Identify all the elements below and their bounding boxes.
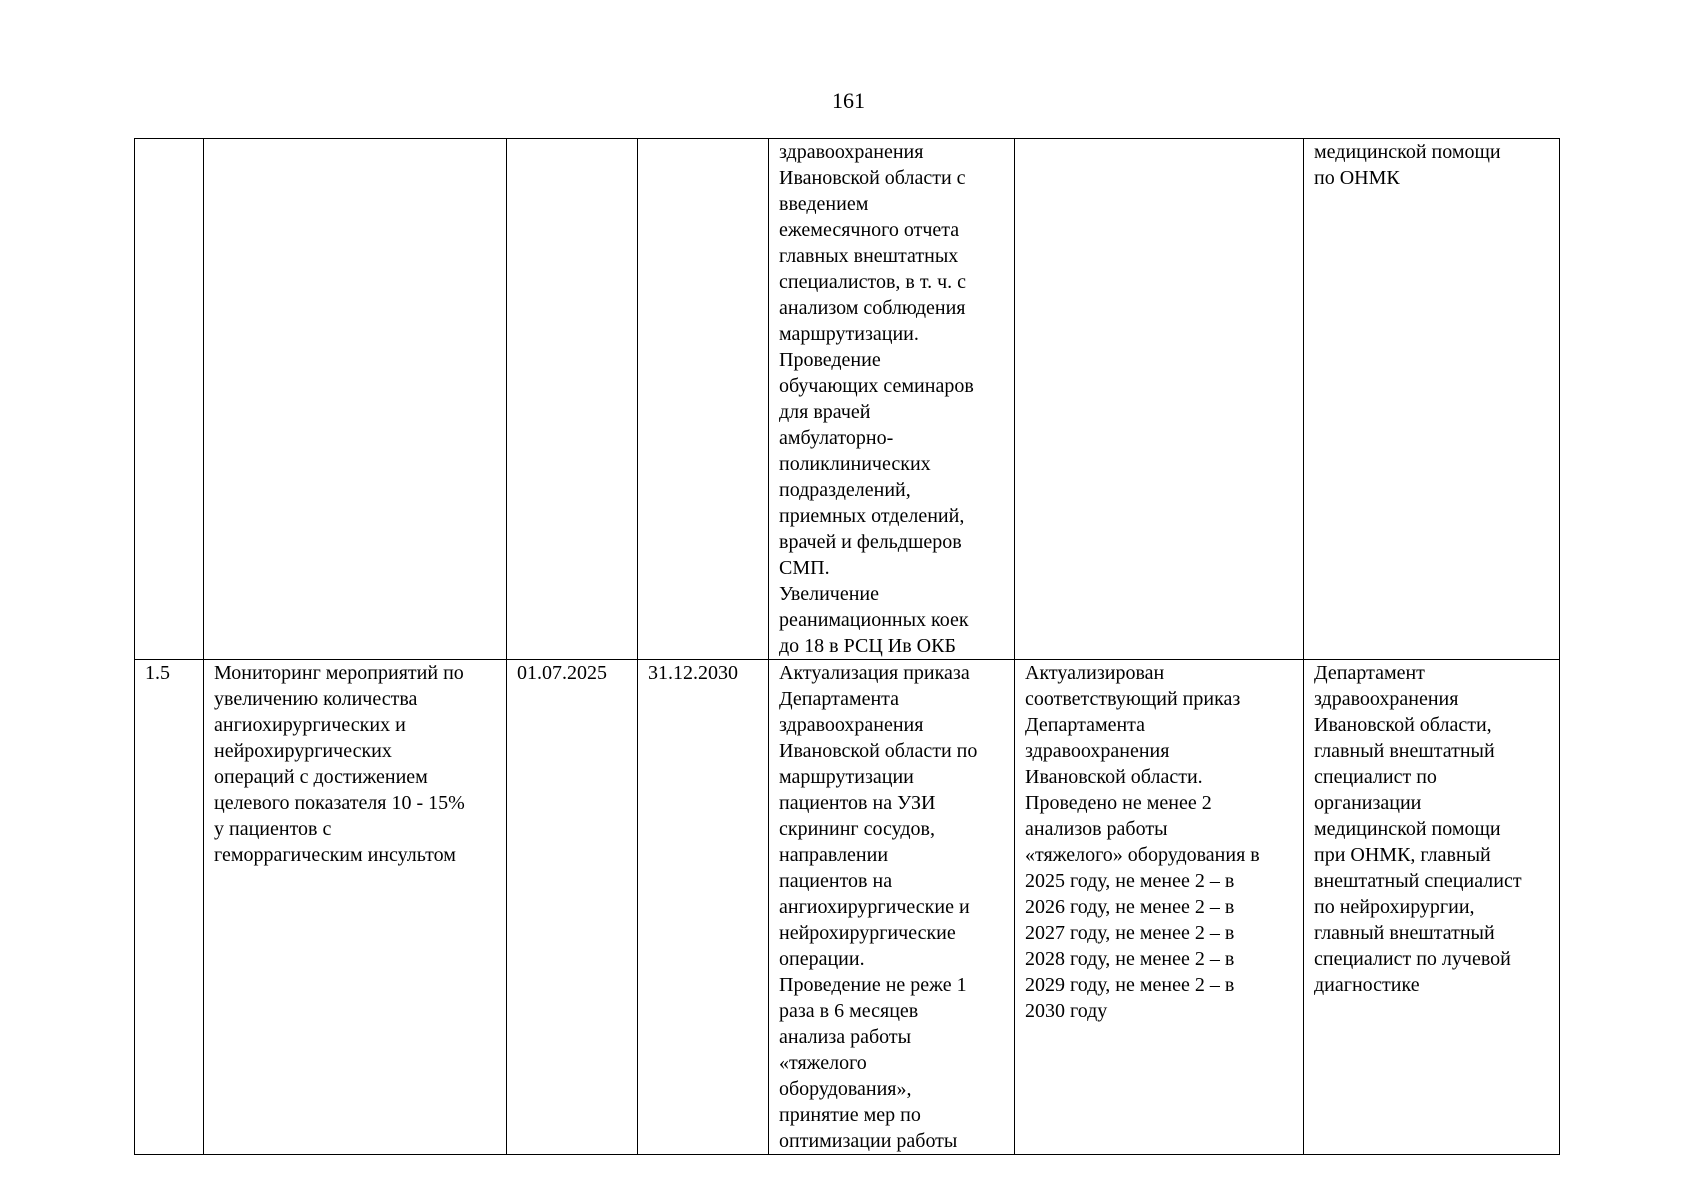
cell-actions: Актуализация приказа Департамента здравоохранения Ивановской области по маршрутизации пациентов на УЗИ скрининг сосудов, направлении пациентов на ангиохирургические и нейрохирургические операции. Проведение не реже 1 раза в 6 месяцев анализа работы «тяжелого оборудования», принятие мер по оптимизации работы bbox=[769, 660, 1015, 1155]
cell-end-date: 31.12.2030 bbox=[638, 660, 769, 1155]
cell-result bbox=[1015, 139, 1304, 660]
cell-measure-name bbox=[204, 139, 507, 660]
cell-start-date: 01.07.2025 bbox=[507, 660, 638, 1155]
page-number: 161 bbox=[832, 88, 865, 113]
cell-number bbox=[135, 139, 204, 660]
cell-responsible: Департамент здравоохранения Ивановской области, главный внештатный специалист по организации медицинской помощи при ОНМК, главный внештатный специалист по нейрохирургии, главный внештатный специалист по лучевой диагностике bbox=[1304, 660, 1560, 1155]
cell-responsible: медицинской помощи по ОНМК bbox=[1304, 139, 1560, 660]
cell-measure-name: Мониторинг мероприятий по увеличению количества ангиохирургических и нейрохирургических операций с достижением целевого показателя 10 - 15% у пациентов с геморрагическим инсультом bbox=[204, 660, 507, 1155]
cell-start-date bbox=[507, 139, 638, 660]
cell-result: Актуализирован соответствующий приказ Департамента здравоохранения Ивановской области. Проведено не менее 2 анализов работы «тяжелого» оборудования в 2025 году, не менее 2 – в 2026 году, не менее 2 – в 2027 году, не менее 2 – в 2028 году, не менее 2 – в 2029 году, не менее 2 – в 2030 году bbox=[1015, 660, 1304, 1155]
table-row bbox=[135, 139, 1560, 660]
table-row bbox=[135, 660, 1560, 1155]
cell-actions: здравоохранения Ивановской области с введением ежемесячного отчета главных внештатных специалистов, в т. ч. с анализом соблюдения маршрутизации. Проведение обучающих семинаров для врачей амбулаторно- поликлинических подразделений, приемных отделений, врачей и фельдшеров СМП. Увеличение реанимационных коек до 18 в РСЦ Ив ОКБ bbox=[769, 139, 1015, 660]
cell-end-date bbox=[638, 139, 769, 660]
cell-number: 1.5 bbox=[135, 660, 204, 1155]
measures-table bbox=[134, 138, 1560, 1155]
